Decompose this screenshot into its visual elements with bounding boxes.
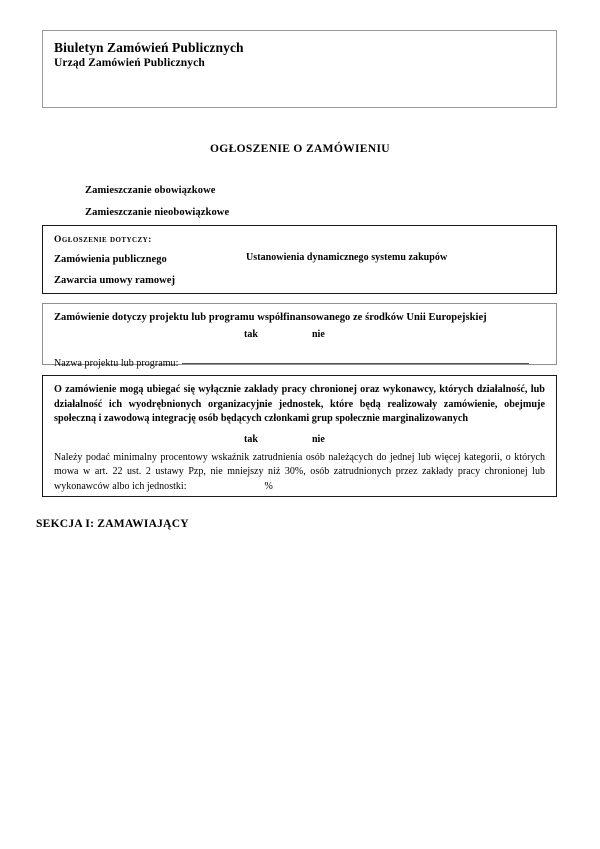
publication-mandatory-option[interactable]: Zamieszczanie obowiązkowe [85,185,216,196]
publication-optional-option[interactable]: Zamieszczanie nieobowiązkowe [85,207,230,218]
masthead-box [42,30,557,108]
notice-concerns-row-2 [54,268,556,289]
eu-funding-box [42,303,557,369]
eu-funding-answer-row [54,325,556,344]
project-name-input[interactable] [182,363,529,364]
notice-concerns-box [42,225,557,294]
office-name: Urząd Zamówień Publicznych [54,57,205,69]
employment-percentage-note [54,451,545,495]
sheltered-workshops-statement: O zamówienie mogą ubiegać się wyłącznie zakłady pracy chronionej oraz wykonawcy, których działalność, lub działalność ich wyodrębnionych organizacyjnie jednostek, które będą realizowały zamówienie, obejmuje społeczną i zawodową integrację osób będących członkami grup społecznie marginalizowanych [54,384,545,424]
project-name-row [54,354,556,370]
employment-percentage-text: Należy podać minimalny procentowy wskaźnik zatrudnienia osób należących do jednej lub więcej kategorii, o których mowa w art. 22 ust. 2 ustawy Pzp, nie mniejszy niż 30%, osób zatrudnionych przez zakłady pracy chronionej lub wykonawców albo ich jednostki: [54,451,545,492]
sheltered-workshops-yes-option[interactable]: tak [244,433,258,445]
bulletin-title: Biuletyn Zamówień Publicznych [54,40,244,55]
sheltered-workshops-no-option[interactable]: nie [312,433,325,445]
page-title: OGŁOSZENIE O ZAMÓWIENIU [210,143,390,155]
option-public-contract[interactable]: Zamówienia publicznego [54,254,167,265]
eu-funding-no-option[interactable]: nie [312,329,325,340]
section-heading-i: SEKCJA I: ZAMAWIAJĄCY [36,518,189,530]
percent-symbol: % [264,480,273,492]
notice-concerns-row-1 [54,247,556,268]
project-name-label: Nazwa projektu lub programu: [54,358,179,369]
eu-funding-question: Zamówienie dotyczy projektu lub programu współfinansowanego ze środków Unii Europejskiej [54,312,487,323]
notice-concerns-heading: Ogłoszenie dotyczy: [54,235,152,245]
sheltered-workshops-answer-row [54,427,545,449]
option-framework-agreement[interactable]: Zawarcia umowy ramowej [54,275,176,286]
sheltered-workshops-box [42,375,557,497]
eu-funding-yes-option[interactable]: tak [244,329,258,340]
publication-mode-group [85,180,505,224]
option-dynamic-purchasing-system[interactable]: Ustanowienia dynamicznego systemu zakupów [246,252,448,263]
